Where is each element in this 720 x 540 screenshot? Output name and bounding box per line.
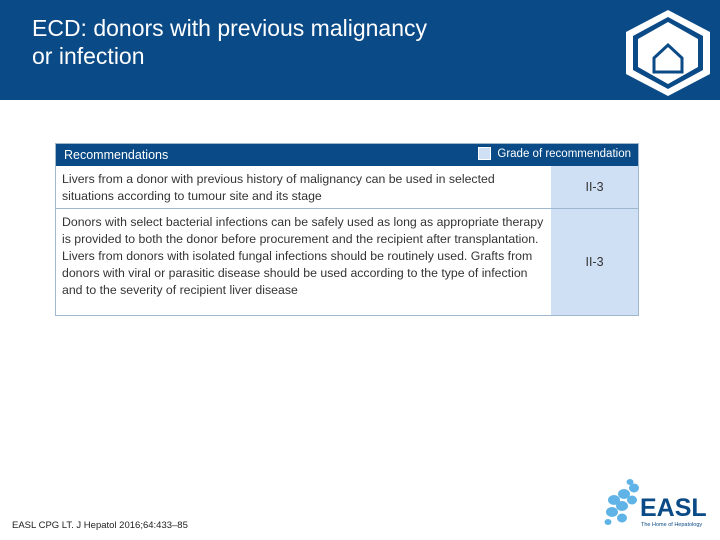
recommendation-text: Donors with select bacterial infections can be safely used as long as appropriate therapy is provided to both the donor before procurement and the recipient after transplantation. Livers from donors with isolated fungal infections should be routinely used. Grafts from donors with viral or parasitic disease should be used according to the type of infection and to the severity of recipient liver disease (62, 215, 544, 297)
table-header (56, 144, 638, 166)
grade-legend (478, 147, 631, 160)
logo-wordmark: EASL (640, 494, 707, 522)
slide-title: ECD: donors with previous malignancy or infection (32, 15, 428, 69)
title-bar (0, 0, 720, 100)
recommendation-text: Livers from a donor with previous history of malignancy can be used in selected situations according to tumour site and its stage (62, 172, 495, 203)
easl-logo (600, 472, 710, 532)
legend-label: Grade of recommendation (497, 147, 631, 160)
grade-cell: II-3 (550, 209, 638, 315)
home-icon[interactable] (618, 8, 718, 98)
header-label: Recommendations (64, 148, 169, 162)
recommendations-table (55, 143, 639, 316)
citation: EASL CPG LT. J Hepatol 2016;64:433–85 (12, 520, 188, 531)
table-row (56, 208, 638, 315)
grade-cell: II-3 (550, 166, 638, 208)
legend-swatch (478, 147, 491, 160)
table-row (56, 166, 638, 208)
logo-tagline: The Home of Hepatology (641, 522, 703, 528)
